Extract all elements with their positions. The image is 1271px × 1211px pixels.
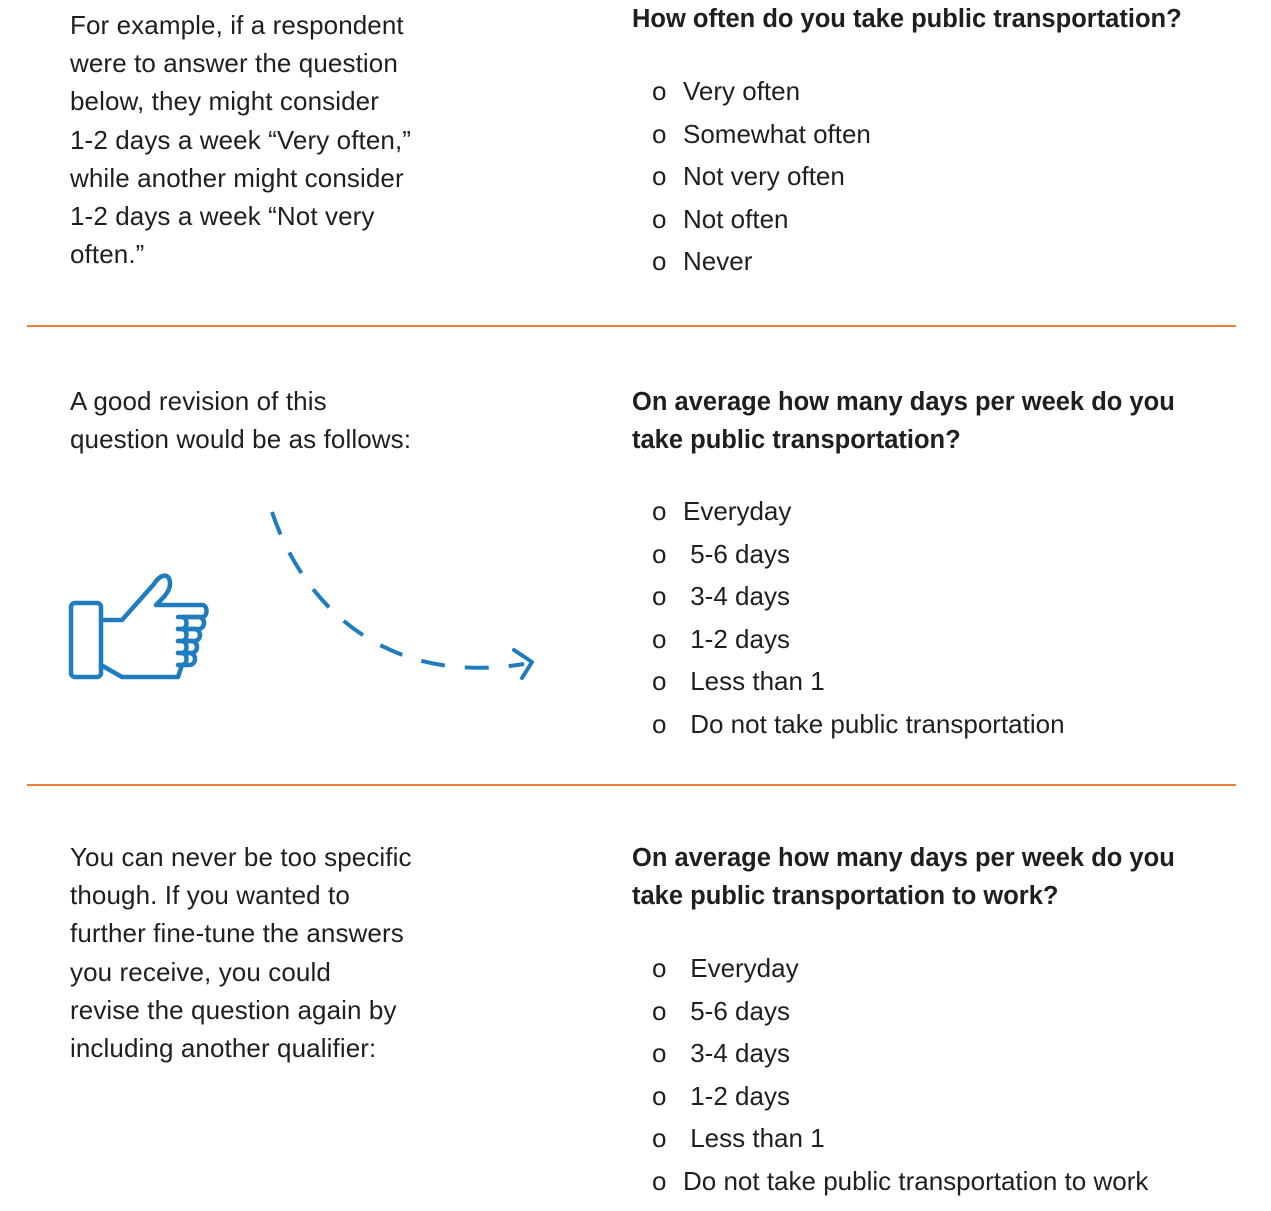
answer-option — [652, 198, 871, 241]
bullet: o — [652, 538, 667, 569]
bullet: o — [652, 246, 667, 277]
option-label: Less than 1 — [683, 666, 825, 697]
option-label: Do not take public transportation to work — [683, 1165, 1149, 1196]
option-label: Less than 1 — [683, 1123, 825, 1154]
question-line: On average how many days per week do you — [632, 388, 1175, 416]
explanation-line: below, they might consider — [70, 86, 379, 117]
option-label: Not very often — [683, 161, 845, 192]
option-label: Everyday — [683, 496, 792, 526]
explanation-line: including another qualifier: — [70, 1033, 377, 1064]
answer-options-list — [652, 490, 1065, 746]
explanation-line: You can never be too specific — [70, 842, 412, 872]
explanation-line: revise the question again by — [70, 994, 397, 1025]
bullet: o — [652, 1080, 667, 1111]
answer-option — [652, 618, 1065, 661]
bullet: o — [652, 953, 667, 983]
explanation-line: were to answer the question — [70, 48, 398, 79]
explanation-line: you receive, you could — [70, 956, 331, 987]
option-label: 3-4 days — [683, 1038, 790, 1069]
bullet: o — [652, 76, 667, 106]
option-label: Never — [683, 246, 753, 277]
question-days-per-week — [632, 383, 1252, 459]
answer-option — [652, 113, 871, 156]
bullet: o — [652, 708, 667, 739]
bullet: o — [652, 581, 667, 612]
explanation-line: often.” — [70, 239, 145, 270]
option-label: Somewhat often — [683, 118, 871, 149]
explanation-line: while another might consider — [70, 162, 404, 193]
question-public-transport-frequency — [632, 0, 1252, 38]
answer-options-list — [652, 947, 1148, 1203]
option-label: Very often — [683, 76, 801, 106]
answer-option — [652, 533, 1065, 576]
answer-option — [652, 575, 1065, 618]
option-label: 5-6 days — [683, 538, 790, 569]
option-label: Do not take public transportation — [683, 708, 1065, 739]
revision-explanation — [70, 382, 450, 458]
answer-option — [652, 155, 871, 198]
explanation-line: For example, if a respondent — [70, 10, 404, 40]
bullet: o — [652, 623, 667, 654]
bullet: o — [652, 1123, 667, 1154]
answer-options-list — [652, 70, 871, 283]
bullet: o — [652, 1165, 667, 1196]
explanation-line: question would be as follows: — [70, 424, 412, 455]
bullet: o — [652, 161, 667, 192]
option-label: 5-6 days — [683, 995, 790, 1026]
answer-option — [652, 990, 1148, 1033]
question-line: take public transportation to work? — [632, 882, 1059, 910]
explanation-line: A good revision of this — [70, 386, 327, 416]
section-divider — [27, 784, 1236, 786]
answer-option — [652, 1075, 1148, 1118]
bullet: o — [652, 496, 667, 526]
explanation-line: further fine-tune the answers — [70, 918, 404, 949]
answer-option — [652, 947, 1148, 990]
explanation-line: 1-2 days a week “Not very — [70, 201, 375, 232]
question-line: On average how many days per week do you — [632, 844, 1175, 872]
option-label: 1-2 days — [683, 1080, 790, 1111]
answer-option — [652, 660, 1065, 703]
question-days-per-week-to-work — [632, 839, 1252, 915]
option-label: 3-4 days — [683, 581, 790, 612]
answer-option — [652, 703, 1065, 746]
section-divider — [27, 325, 1236, 327]
question-line: How often do you take public transportation? — [632, 5, 1182, 33]
answer-option — [652, 1032, 1148, 1075]
thumbs-up-icon — [62, 560, 217, 688]
option-label: Not often — [683, 203, 789, 234]
qualifier-explanation — [70, 838, 450, 1067]
answer-option — [652, 490, 1065, 533]
explanation-line: though. If you wanted to — [70, 880, 350, 911]
bullet: o — [652, 995, 667, 1026]
bullet: o — [652, 118, 667, 149]
explanation-line: 1-2 days a week “Very often,” — [70, 124, 412, 155]
bullet: o — [652, 666, 667, 697]
answer-option — [652, 1117, 1148, 1160]
answer-option — [652, 70, 871, 113]
bullet: o — [652, 1038, 667, 1069]
question-line: take public transportation? — [632, 426, 961, 454]
bullet: o — [652, 203, 667, 234]
answer-option — [652, 240, 871, 283]
example-explanation — [70, 6, 450, 273]
option-label: 1-2 days — [683, 623, 790, 654]
option-label: Everyday — [683, 953, 799, 983]
answer-option — [652, 1160, 1148, 1203]
dashed-arrow-icon — [262, 502, 552, 692]
